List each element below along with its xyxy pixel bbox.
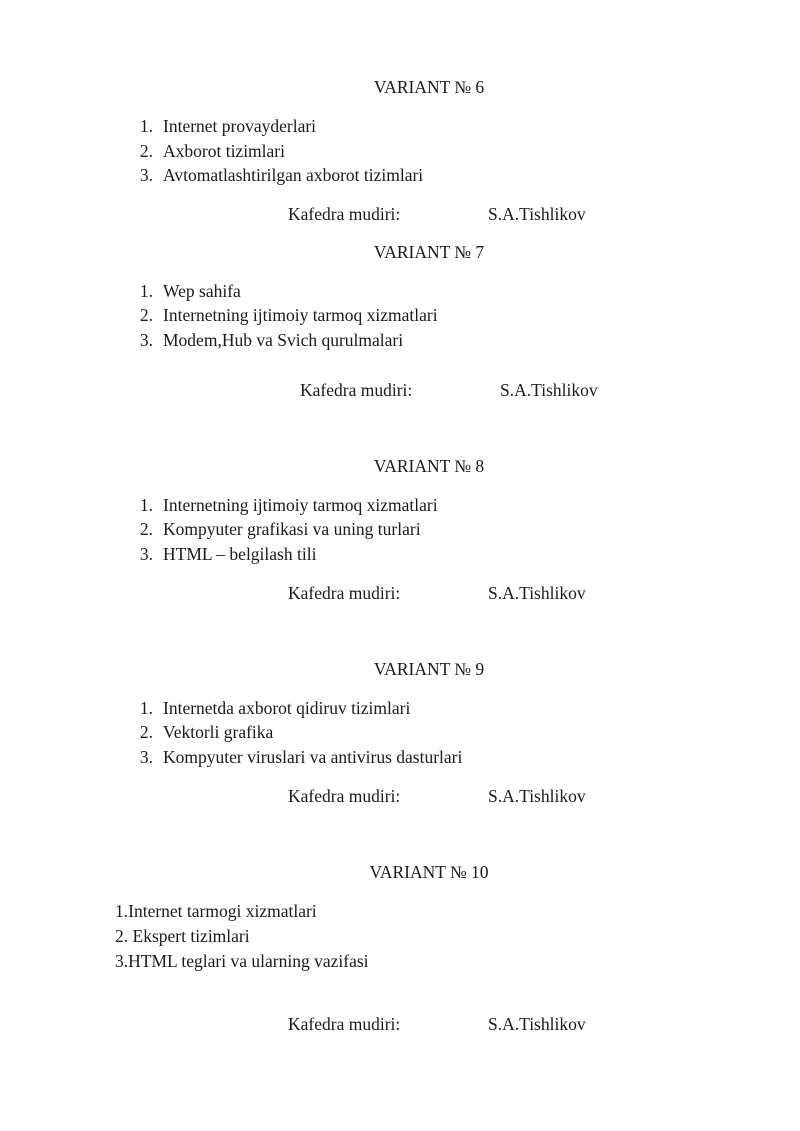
list-item: Wep sahifa (163, 281, 241, 301)
list-item: 3.HTML teglari va ularning vazifasi (115, 951, 369, 971)
item-number: 2. (139, 305, 153, 325)
signature-label: Kafedra mudiri: (288, 1014, 401, 1034)
signature-label: Kafedra mudiri: (288, 786, 401, 806)
list-item: Vektorli grafika (163, 722, 274, 742)
item-number: 1. (139, 495, 153, 515)
signature-label: Kafedra mudiri: (288, 204, 401, 224)
list-item: Kompyuter viruslari va antivirus dasturlari (163, 747, 463, 767)
variant-8-title: VARIANT № 8 (373, 456, 485, 476)
variant-7-title: VARIANT № 7 (373, 242, 485, 262)
item-number: 3. (139, 165, 153, 185)
item-number: 2. (139, 722, 153, 742)
item-number: 3. (139, 330, 153, 350)
item-number: 3. (139, 747, 153, 767)
signature-name: S.A.Tishlikov (488, 583, 586, 603)
item-number: 2. (139, 519, 153, 539)
list-item: 1.Internet tarmogi xizmatlari (115, 901, 317, 921)
signature-name: S.A.Tishlikov (488, 786, 586, 806)
signature-name: S.A.Tishlikov (488, 1014, 586, 1034)
item-number: 2. (139, 141, 153, 161)
list-item: Internetning ijtimoiy tarmoq xizmatlari (163, 495, 438, 515)
signature-name: S.A.Tishlikov (500, 380, 598, 400)
item-number: 1. (139, 281, 153, 301)
list-item: Internet provayderlari (163, 116, 317, 136)
list-item: HTML – belgilash tili (163, 544, 317, 564)
signature-label: Kafedra mudiri: (288, 583, 401, 603)
list-item: Avtomatlashtirilgan axborot tizimlari (163, 165, 424, 185)
list-item: Axborot tizimlari (163, 141, 285, 161)
item-number: 3. (139, 544, 153, 564)
list-item: 2. Ekspert tizimlari (115, 926, 250, 946)
list-item: Internetning ijtimoiy tarmoq xizmatlari (163, 305, 438, 325)
variant-9-title: VARIANT № 9 (373, 659, 485, 679)
list-item: Kompyuter grafikasi va uning turlari (163, 519, 421, 539)
variant-10-title: VARIANT № 10 (369, 862, 489, 882)
variant-6-title: VARIANT № 6 (373, 77, 485, 97)
list-item: Internetda axborot qidiruv tizimlari (163, 698, 411, 718)
item-number: 1. (139, 116, 153, 136)
list-item: Modem,Hub va Svich qurulmalari (163, 330, 404, 350)
signature-label: Kafedra mudiri: (300, 380, 413, 400)
item-number: 1. (139, 698, 153, 718)
signature-name: S.A.Tishlikov (488, 204, 586, 224)
